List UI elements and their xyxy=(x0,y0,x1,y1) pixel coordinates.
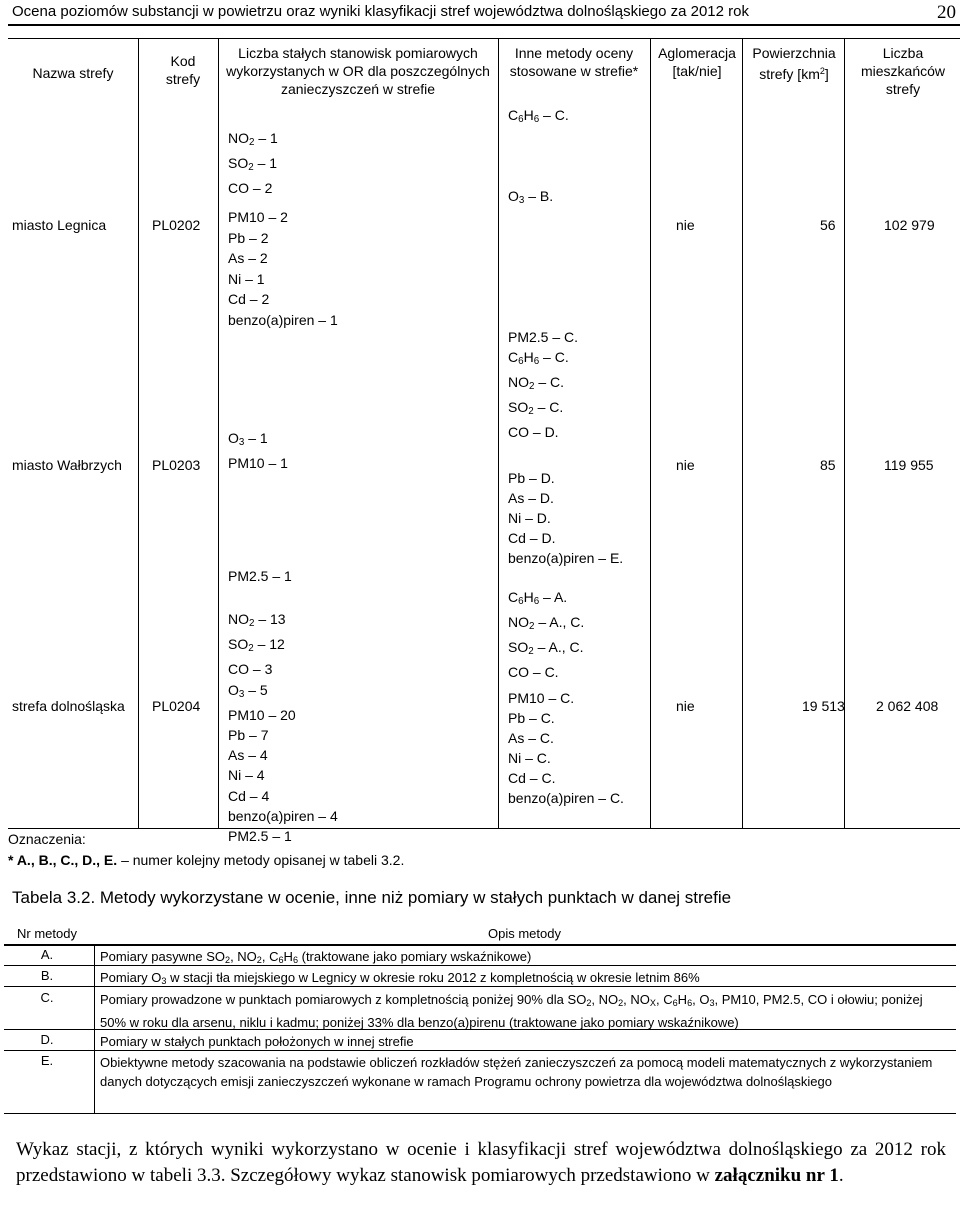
header-population: Liczba mieszkańców strefy xyxy=(860,45,946,97)
stations-list xyxy=(228,207,338,330)
col-method-description: Opis metody xyxy=(488,926,561,941)
method-item: CO – D. xyxy=(508,424,559,440)
method-item: Cd – D. xyxy=(508,530,556,546)
legend-marks: * A., B., C., D., E. xyxy=(8,852,118,868)
method-number: C. xyxy=(40,990,54,1005)
method-item: Cd – C. xyxy=(508,770,556,786)
zone-name: miasto Legnica xyxy=(12,217,107,233)
station-item: $SO_2 - 12$ xyxy=(228,636,285,655)
method-item: $C_6H_6$ – C. xyxy=(508,349,569,367)
table-row xyxy=(4,946,956,966)
table-row xyxy=(4,1030,956,1051)
method-item: As – C. xyxy=(508,730,554,746)
methods-list xyxy=(508,468,623,568)
paragraph-text: Wykaz stacji, z których wyniki wykorzystano w ocenie i klasyfikacji stref województwa dolnośląskiego za 2012 rok przedstawiono w tabeli 3.3. Szczegółowy wykaz stanowisk pomiarowych przedstawiono w xyxy=(16,1139,946,1186)
method-item: $NO_2$ – C. xyxy=(508,374,565,392)
method-item: $NO_2$ – A., C. xyxy=(508,614,585,632)
header-other-methods: Inne metody oceny stosowane w strefie* xyxy=(509,45,639,79)
method-item: Ni – D. xyxy=(508,510,551,526)
column-divider xyxy=(138,38,139,829)
area-value: 19 513 xyxy=(802,698,845,714)
table-bottom-border xyxy=(8,828,960,829)
method-item: $O_3$ – B. xyxy=(508,188,554,206)
station-item: CO – 3 xyxy=(228,661,273,678)
zone-code: PL0203 xyxy=(152,457,201,473)
station-item: PM10 – 1 xyxy=(228,455,288,471)
station-item: $SO_2 - 1$ xyxy=(228,155,278,173)
method-item: CO – C. xyxy=(508,664,559,680)
column-divider xyxy=(650,38,651,829)
station-item: PM2.5 – 1 xyxy=(228,568,292,584)
header-stations-count: Liczba stałych stanowisk pomiarowych wykorzystanych w OR dla poszczególnych zanieczyszczeń w strefie xyxy=(226,45,490,97)
agglomeration-value: nie xyxy=(676,698,695,714)
agglomeration-value: nie xyxy=(676,457,695,473)
methods-list xyxy=(508,688,624,808)
method-number: B. xyxy=(40,968,54,983)
legend-text: – numer kolejny metody opisanej w tabeli 3.2. xyxy=(121,852,405,868)
table-row xyxy=(4,1051,956,1114)
method-item: $SO_2$ – A., C. xyxy=(508,639,584,657)
area-value: 85 xyxy=(820,457,836,473)
method-item: As – D. xyxy=(508,490,554,506)
method-item: $SO_2$ – C. xyxy=(508,399,564,417)
station-item: Ni – 1 xyxy=(228,270,265,287)
table-row xyxy=(4,966,956,987)
table-caption: Tabela 3.2. Metody wykorzystane w ocenie, inne niż pomiary w stałych punktach w danej strefie xyxy=(12,888,732,907)
station-item: $NO_2 - 1$ xyxy=(228,130,278,148)
zones-table xyxy=(8,38,960,874)
station-item: benzo(a)piren – 1 xyxy=(228,311,338,328)
station-item: $NO_2 - 13$ xyxy=(228,611,286,629)
station-item: benzo(a)piren – 4 xyxy=(228,807,338,824)
station-item: $O_3 - 1$ xyxy=(228,430,268,448)
header-zone-code: Kod strefy xyxy=(165,53,201,87)
station-item: PM10 – 20 xyxy=(228,706,296,723)
legend-note xyxy=(8,852,404,868)
zone-code: PL0202 xyxy=(152,217,201,233)
table-row xyxy=(4,987,956,1030)
method-description: Pomiary w stałych punktach położonych w innej strefie xyxy=(100,1034,414,1049)
method-item: $C_6H_6$ – A. xyxy=(508,589,568,607)
station-item: Pb – 2 xyxy=(228,229,269,246)
area-value: 56 xyxy=(820,217,836,233)
row-divider xyxy=(8,345,960,346)
station-item: As – 2 xyxy=(228,250,268,266)
column-divider xyxy=(218,38,219,829)
attachment-reference: załączniku nr 1 xyxy=(714,1165,839,1186)
population-value: 119 955 xyxy=(884,457,934,473)
col-method-number: Nr metody xyxy=(17,926,77,941)
methods-list xyxy=(508,327,578,442)
body-paragraph xyxy=(16,1137,946,1189)
method-item: Pb – D. xyxy=(508,470,555,486)
column-divider xyxy=(498,38,499,829)
method-description: Pomiary prowadzone w punktach pomiarowych z kompletnością poniżej 90% dla $SO_2$, $NO_2$, $NO_X$, $C_6H_6$, $O_3$, PM10, PM2.5, CO i ołowiu; poniżej 50% w roku dla arsenu, niklu i kadmu; poniżej 33% dla benzo(a)pirenu (traktowane jako pomiary wskaźnikowe) xyxy=(100,992,923,1030)
station-item: PM10 – 2 xyxy=(228,209,288,225)
zone-code: PL0204 xyxy=(152,698,201,714)
method-number: E. xyxy=(40,1053,54,1068)
zone-name: strefa dolnośląska xyxy=(12,698,125,714)
station-item: PM2.5 – 1 xyxy=(228,828,292,845)
legend-title: Oznaczenia: xyxy=(8,831,86,847)
stations-list xyxy=(228,428,288,474)
header-zone-name: Nazwa strefy xyxy=(32,65,114,81)
running-title: Ocena poziomów substancji w powietrzu oraz wyniki klasyfikacji stref województwa dolnośląskiego za 2012 rok xyxy=(12,3,749,20)
table-top-border xyxy=(8,38,960,39)
method-description: Pomiary pasywne $SO_2$, $NO_2$, $C_6H_6$ (traktowane jako pomiary wskaźnikowe) xyxy=(100,949,532,965)
method-description: Pomiary $O_3$ w stacji tła miejskiego w Legnicy w okresie roku 2012 z kompletnością w okresie letnim 86% xyxy=(100,970,700,986)
column-divider xyxy=(742,38,743,829)
methods-list xyxy=(508,587,584,682)
station-item: Cd – 2 xyxy=(228,291,270,307)
method-item: PM10 – C. xyxy=(508,690,575,706)
method-item: PM2.5 – C. xyxy=(508,329,579,345)
method-description: Obiektywne metody szacowania na podstawie obliczeń rozkładów stężeń zanieczyszczeń za pomocą modeli matematycznych z wykorzystaniem danych dotyczących emisji zanieczyszczeń wykonane w ramach Programu ochrony powietrza dla województwa dolnośląskiego xyxy=(100,1055,933,1089)
population-value: 102 979 xyxy=(884,217,935,233)
paragraph-end: . xyxy=(838,1165,844,1186)
stations-list xyxy=(228,609,338,846)
methods-table xyxy=(4,924,960,1114)
method-item: Pb – C. xyxy=(508,710,555,726)
zone-name: miasto Wałbrzych xyxy=(12,457,122,473)
population-value: 2 062 408 xyxy=(876,698,939,714)
method-item: benzo(a)piren – E. xyxy=(508,550,624,566)
method-item: benzo(a)piren – C. xyxy=(508,790,624,806)
page-number: 20 xyxy=(937,2,956,23)
page-header xyxy=(8,0,960,26)
stations-list xyxy=(228,128,278,198)
header-agglomeration: Aglomeracja [tak/nie] xyxy=(658,45,736,79)
station-item: CO – 2 xyxy=(228,180,273,196)
method-number: D. xyxy=(40,1032,54,1047)
method-number: A. xyxy=(40,947,54,962)
method-item: $C_6H_6$ – C. xyxy=(508,107,569,125)
agglomeration-value: nie xyxy=(676,217,695,233)
station-item: Cd – 4 xyxy=(228,787,270,804)
header-area: Powierzchnia strefy $[km^2]$ xyxy=(752,45,836,82)
method-item: Ni – C. xyxy=(508,750,551,766)
station-item: Ni – 4 xyxy=(228,767,265,784)
methods-table-header xyxy=(4,924,956,946)
station-item: $O_3 - 5$ xyxy=(228,681,268,700)
station-item: Pb – 7 xyxy=(228,727,269,744)
station-item: As – 4 xyxy=(228,747,268,764)
